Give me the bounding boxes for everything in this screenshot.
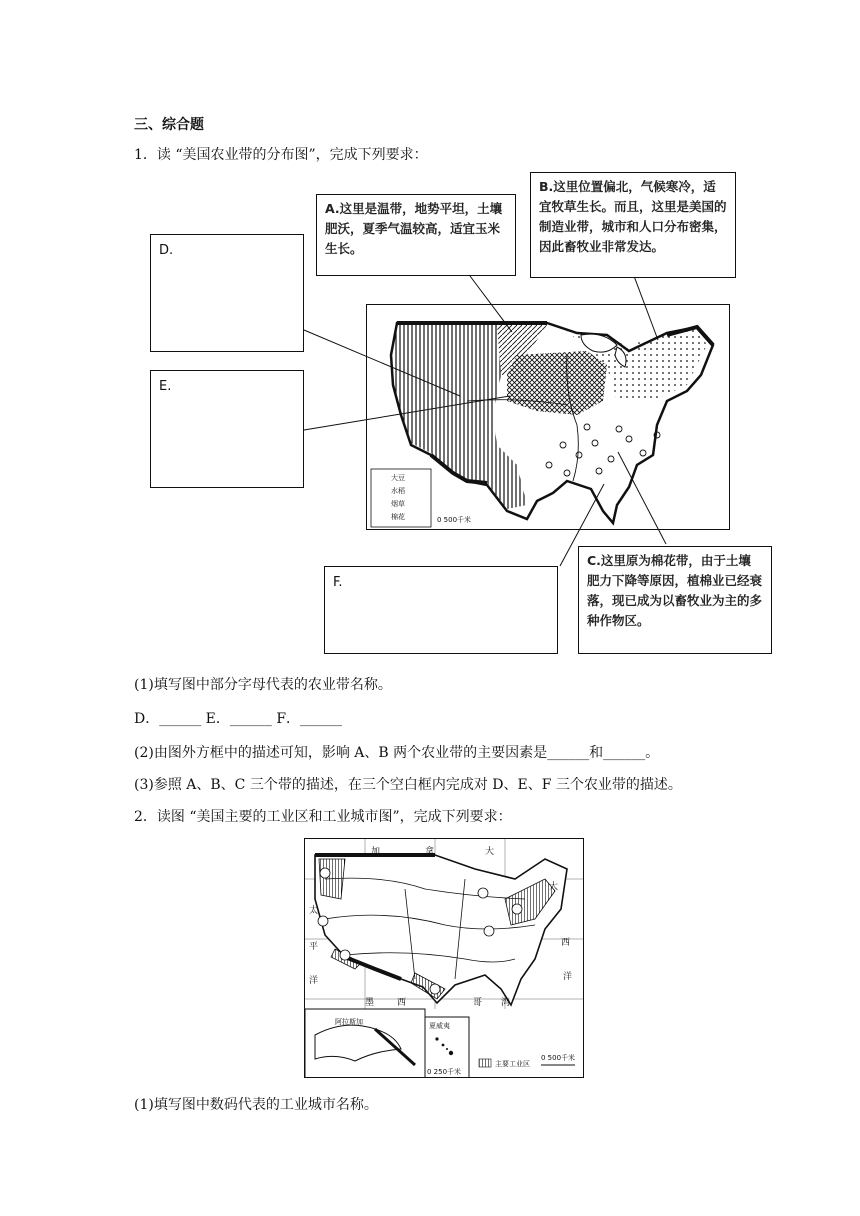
map-label-ca2: 拿	[425, 847, 435, 857]
map-label-atl2: 西	[561, 938, 571, 948]
map-label-gulf3: 哥	[473, 998, 483, 1008]
map-label-pac3: 洋	[309, 976, 319, 986]
inset-alaska-label: 阿拉斯加	[335, 1018, 363, 1026]
q1-sub1-blanks: D．______ E．______ F．______	[134, 711, 343, 727]
map-label-gulf4: 湾	[501, 998, 511, 1008]
inset-hawaii-label: 夏威夷	[429, 1022, 450, 1030]
box-c-description: C.这里原为棉花带，由于土壤肥力下降等原因，植棉业已经衰落，现已成为以畜牧业为主的多种作物区。	[578, 546, 772, 654]
box-a-description: A.这里是温带，地势平坦，土壤肥沃，夏季气温较高，适宜玉米生长。	[316, 194, 516, 276]
industrial-map-svg	[305, 839, 584, 1078]
box-b-description: B.这里位置偏北，气候寒冷，适宜牧草生长。而且，这里是美国的制造业带，城市和人口分布密集，因此畜牧业非常发达。	[530, 172, 736, 278]
map-label-ca1: 加	[371, 847, 381, 857]
q2-sub1: (1)填写图中数码代表的工业城市名称。	[134, 1097, 378, 1113]
map-label-gulf2: 西	[397, 998, 407, 1008]
q1-sub2: (2)由图外方框中的描述可知，影响 A、B 两个农业带的主要因素是______和______。	[134, 745, 660, 761]
hawaii-scale: 0 250千米	[427, 1068, 462, 1076]
map-label-ca3: 大	[485, 847, 495, 857]
legend-rice: 水稻	[391, 487, 405, 495]
legend-tobacco: 烟草	[391, 500, 405, 508]
map-label-gulf1: 墨	[365, 998, 375, 1008]
q1-sub3: (3)参照 A、B、C 三个带的描述，在三个空白框内完成对 D、E、F 三个农业带的描述。	[134, 777, 682, 793]
industrial-map	[304, 838, 584, 1078]
q1-prompt: 1．读 “美国农业带的分布图”，完成下列要求：	[134, 147, 428, 163]
box-e-label: E.	[159, 379, 172, 394]
q2-prompt: 2．读图 “美国主要的工业区和工业城市图”，完成下列要求：	[134, 809, 512, 825]
map-label-pac1: 太	[309, 906, 319, 916]
box-d-label: D.	[159, 243, 174, 258]
box-e[interactable]	[150, 370, 304, 488]
q1-sub1: (1)填写图中部分字母代表的农业带名称。	[134, 677, 392, 693]
us-map-svg	[367, 305, 730, 530]
box-d[interactable]	[150, 234, 304, 352]
main-scale: 0 500千米	[541, 1054, 576, 1062]
section-title: 三、综合题	[134, 117, 204, 133]
legend-soybean: 大豆	[391, 474, 405, 482]
box-f-label: F.	[333, 575, 343, 590]
map-scale: 0 500千米	[437, 516, 472, 524]
map-label-pac2: 平	[309, 942, 319, 952]
map-label-atl3: 洋	[563, 972, 573, 982]
legend-cotton: 棉花	[391, 513, 405, 521]
agriculture-belt-map	[366, 304, 730, 530]
map-label-atl1: 大	[549, 882, 559, 892]
box-f[interactable]	[324, 566, 558, 654]
legend-industrial-area: 主要工业区	[495, 1060, 530, 1068]
